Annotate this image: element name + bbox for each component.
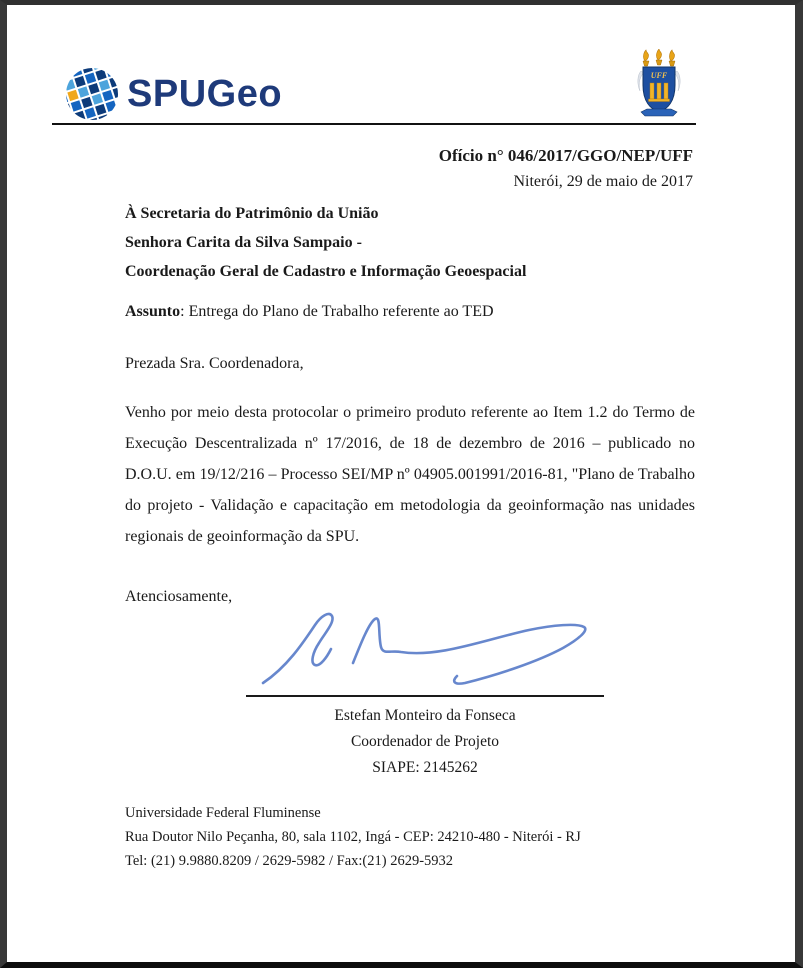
closing: Atenciosamente,	[125, 588, 233, 605]
signer-role: Coordenador de Projeto	[350, 733, 500, 750]
recipient-block	[125, 199, 725, 286]
recipient-line-2: Senhora Carita da Silva Sampaio -	[125, 234, 362, 251]
spugeo-logo-text: SPUGeo	[127, 73, 283, 115]
signer-block	[246, 703, 604, 781]
footer-phones: Tel: (21) 9.9880.8209 / 2629-5982 / Fax:(21) 2629-5932	[125, 853, 454, 869]
spugeo-logo	[65, 67, 282, 121]
signature-rule	[246, 695, 604, 697]
uff-crest-icon	[637, 49, 681, 121]
subject-line	[125, 303, 494, 321]
subject-label: Assunto	[125, 303, 181, 320]
body-paragraph: Venho por meio desta protocolar o primeiro produto referente ao Item 1.2 do Termo de Execução Descentralizada nº 17/2016, de 18 de dezembro de 2016 – publicado no D.O.U. em 19/12/216 – Processo SEI/MP nº 04905.001991/2016-81, "Plano de Trabalho do projeto - Validação e capacitação em metodologia da geoinformação nas unidades regionais de geoinformação da SPU.	[125, 404, 695, 545]
header-divider	[52, 123, 696, 125]
signer-siape: SIAPE: 2145262	[372, 759, 478, 776]
spugeo-globe-icon	[65, 67, 119, 121]
recipient-line-3: Coordenação Geral de Cadastro e Informação Geoespacial	[125, 263, 527, 280]
oficio-number: Ofício n° 046/2017/GGO/NEP/UFF	[438, 146, 693, 165]
date-line: Niterói, 29 de maio de 2017	[513, 173, 693, 190]
subject-text: : Entrega do Plano de Trabalho referente ao TED	[180, 303, 494, 320]
handwritten-signature	[257, 603, 602, 691]
svg-text:UFF: UFF	[650, 71, 668, 80]
recipient-line-1: À Secretaria do Patrimônio da União	[125, 205, 379, 222]
footer-block	[125, 801, 725, 873]
footer-institution: Universidade Federal Fluminense	[125, 805, 321, 821]
footer-address: Rua Doutor Nilo Peçanha, 80, sala 1102, Ingá - CEP: 24210-480 - Niterói - RJ	[125, 829, 581, 845]
salutation: Prezada Sra. Coordenadora,	[125, 355, 304, 372]
signer-name: Estefan Monteiro da Fonseca	[334, 707, 516, 724]
